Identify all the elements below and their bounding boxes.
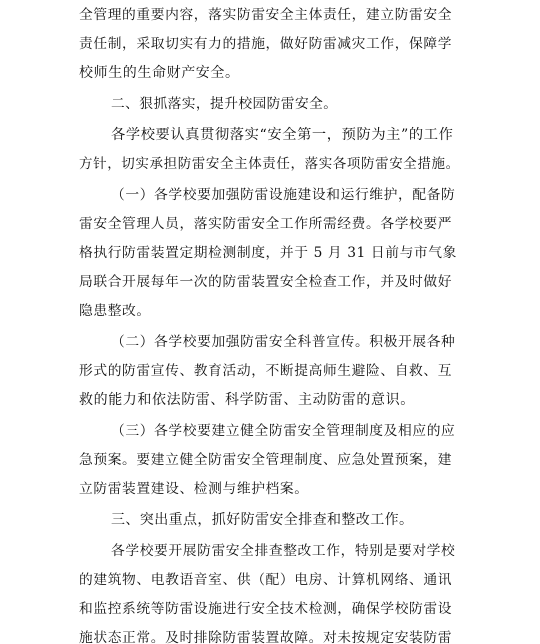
paragraph-line <box>0 181 540 209</box>
paragraph-line <box>0 268 540 296</box>
paragraph-line <box>0 417 540 445</box>
line-text: 急预案。要建立健全防雷安全管理制度、应急处置预案，建 <box>79 452 453 468</box>
line-text: 责任制，采取切实有力的措施，做好防雷减灾工作，保障学 <box>79 36 453 52</box>
paragraph-line <box>0 357 540 385</box>
line-text: （一）各学校要加强防雷设施建设和运行维护，配备防 <box>111 187 456 203</box>
paragraph-line <box>0 624 540 644</box>
paragraph-line <box>0 30 540 58</box>
line-text: 全管理的重要内容，落实防雷安全主体责任，建立防雷安全 <box>79 7 453 23</box>
paragraph-line <box>0 386 540 414</box>
line-text: 各学校要认真贯彻落实“安全第一，预防为主”的工作 <box>111 127 454 143</box>
paragraph-line <box>0 475 540 503</box>
line-text: （二）各学校要加强防雷安全科普宣传。积极开展各种 <box>111 334 456 350</box>
paragraph-line <box>0 150 540 178</box>
line-text: 和监控系统等防雷设施进行安全技术检测，确保学校防雷设 <box>79 601 453 617</box>
section-heading-line <box>0 90 540 118</box>
line-text: 形式的防雷宣传、教育活动，不断提高师生避险、自救、互 <box>79 363 453 379</box>
line-text: 的建筑物、电教语音室、供（配）电房、计算机网络、通讯 <box>79 572 453 588</box>
line-text: 三、突出重点，抓好防雷安全排查和整改工作。 <box>111 512 414 528</box>
line-text: 雷安全管理人员，落实防雷安全工作所需经费。各学校要严 <box>79 216 453 232</box>
line-text: 隐患整改。 <box>79 303 151 319</box>
line-text: 救的能力和依法防雷、科学防雷、主动防雷的意识。 <box>79 392 415 408</box>
paragraph-line <box>0 566 540 594</box>
line-text: 二、狠抓落实，提升校园防雷安全。 <box>111 96 338 112</box>
line-text: 格执行防雷装置定期检测制度，并于 5 月 31 日前与市气象 <box>79 245 457 261</box>
paragraph-line <box>0 210 540 238</box>
line-text: 立防雷装置建设、检测与维护档案。 <box>79 481 309 497</box>
line-text: 校师生的生命财产安全。 <box>79 65 240 81</box>
paragraph-line <box>0 446 540 474</box>
line-text: 方针，切实承担防雷安全主体责任，落实各项防雷安全措施。 <box>79 156 460 172</box>
paragraph-line <box>0 537 540 565</box>
line-text: 局联合开展每年一次的防雷装置安全检查工作，并及时做好 <box>79 274 453 290</box>
paragraph-line <box>0 595 540 623</box>
line-text: （三）各学校要建立健全防雷安全管理制度及相应的应 <box>111 423 456 439</box>
paragraph-line <box>0 59 540 87</box>
section-heading-line <box>0 506 540 534</box>
paragraph-line <box>0 121 540 149</box>
paragraph-line <box>0 297 540 325</box>
line-text: 各学校要开展防雷安全排查整改工作，特别是要对学校 <box>111 543 456 559</box>
paragraph-line <box>0 1 540 29</box>
line-text: 施状态正常。及时排除防雷装置故障。对未按规定安装防雷 <box>79 630 453 644</box>
paragraph-line <box>0 239 540 267</box>
paragraph-line <box>0 328 540 356</box>
